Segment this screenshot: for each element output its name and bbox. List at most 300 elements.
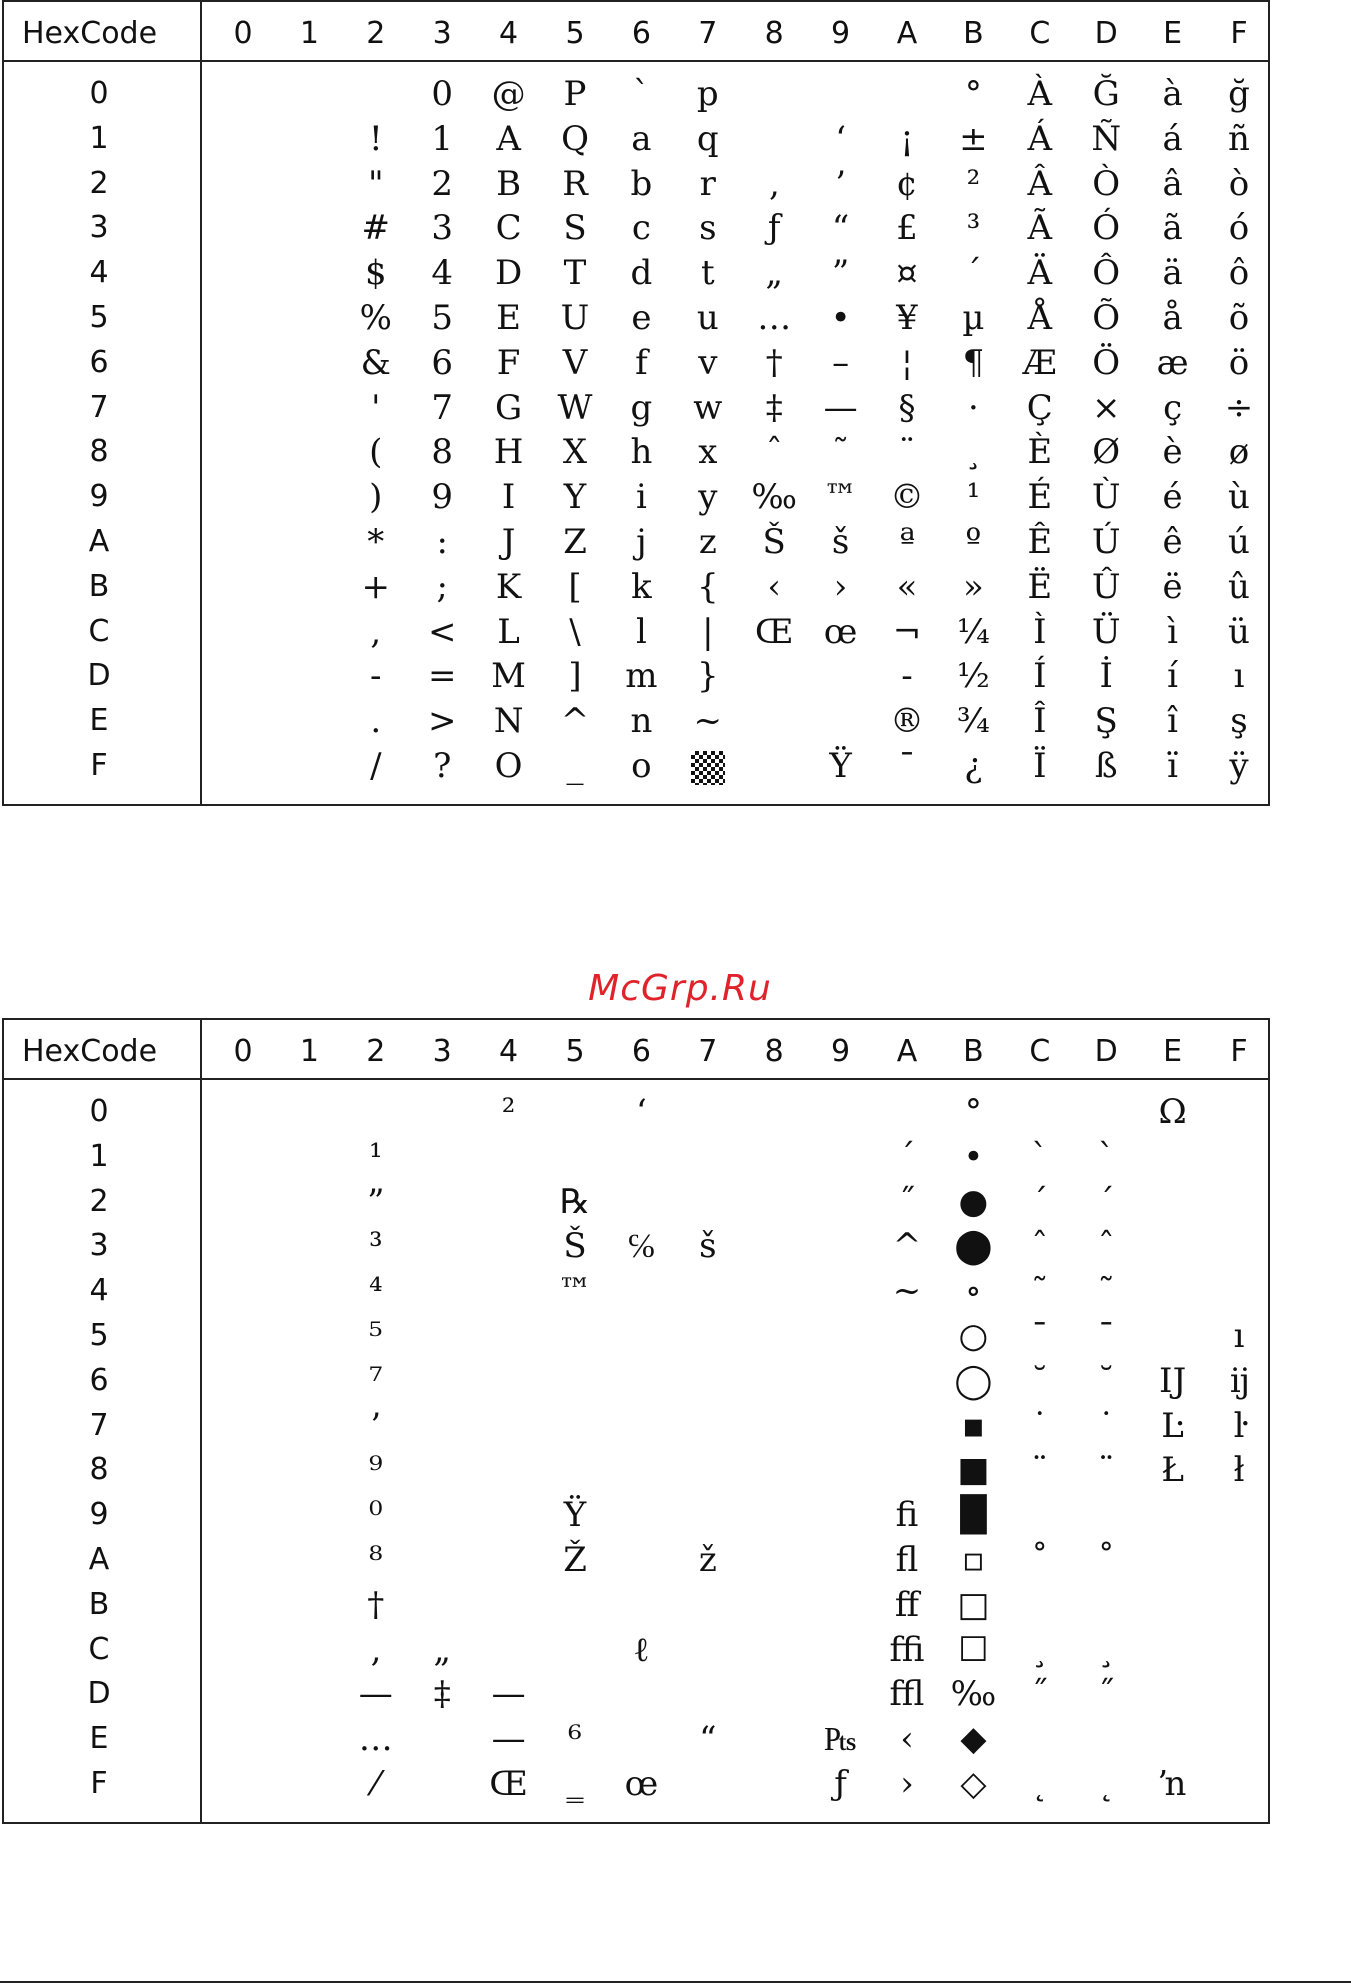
glyph-cell: ÷	[1224, 387, 1254, 428]
glyph-cell: V	[562, 342, 588, 383]
glyph-cell: ⁹	[368, 1450, 383, 1491]
glyph-cell: ¦	[901, 342, 913, 383]
row-header: A	[88, 524, 110, 559]
glyph-cell: ?	[433, 746, 452, 786]
glyph-cell: t	[700, 253, 715, 294]
column-header: 6	[631, 1034, 651, 1069]
column-divider	[200, 1020, 202, 1822]
glyph-cell: â	[1162, 163, 1183, 204]
glyph-cell: ¿	[964, 746, 983, 786]
glyph-cell: ²	[966, 163, 981, 204]
glyph-cell: ·	[967, 387, 979, 428]
glyph-cell: M	[491, 656, 526, 697]
glyph-cell: L	[497, 611, 520, 652]
glyph-cell: T	[563, 253, 587, 294]
glyph-cell: §	[898, 387, 916, 428]
glyph-cell: û	[1228, 566, 1250, 607]
glyph-cell: Â	[1027, 163, 1053, 204]
glyph-cell: —	[491, 1674, 526, 1715]
glyph-cell: æ	[1156, 342, 1189, 383]
checker-block-icon	[691, 751, 725, 785]
glyph-cell: ˜	[832, 432, 850, 473]
glyph-cell: ƒ	[767, 208, 781, 249]
glyph-cell: Ž	[563, 1540, 587, 1580]
glyph-cell: j	[636, 522, 647, 562]
glyph-cell: »	[962, 566, 984, 607]
glyph-cell: [	[568, 566, 582, 607]
column-header: B	[963, 16, 984, 51]
glyph-cell: =	[427, 656, 457, 697]
glyph-cell: }	[696, 656, 719, 697]
glyph-cell: ®	[890, 701, 924, 742]
glyph-cell: (	[369, 432, 383, 473]
glyph-cell: ☐	[958, 1629, 989, 1670]
glyph-cell: “	[831, 208, 850, 249]
glyph-cell: ◆	[960, 1719, 987, 1760]
glyph-cell: ]	[568, 656, 582, 697]
glyph-cell: ó	[1228, 208, 1250, 249]
glyph-cell: ş	[1230, 701, 1248, 742]
column-header: 7	[698, 1034, 718, 1069]
glyph-cell: õ	[1228, 298, 1250, 338]
glyph-cell: Š	[762, 522, 786, 562]
glyph-cell: Ã	[1027, 208, 1053, 249]
glyph-cell: ©	[890, 477, 924, 518]
glyph-cell: ²	[501, 1092, 516, 1132]
glyph-cell: ˆ	[765, 432, 783, 473]
glyph-cell: ▪	[961, 1405, 985, 1446]
glyph-cell: ‡	[433, 1674, 451, 1715]
glyph-cell: °	[964, 74, 982, 114]
glyph-cell: ₧	[824, 1719, 858, 1760]
column-header: 5	[565, 16, 585, 51]
glyph-cell: `	[1097, 1136, 1115, 1177]
glyph-cell: ù	[1228, 477, 1250, 518]
glyph-cell: Ò	[1092, 163, 1121, 204]
glyph-cell: š	[831, 522, 850, 562]
glyph-cell: …	[757, 298, 792, 338]
column-header: C	[1029, 16, 1051, 51]
glyph-cell: á	[1162, 118, 1183, 159]
row-header: 7	[89, 1407, 109, 1443]
glyph-cell: ‘	[835, 118, 846, 159]
glyph-cell: ⁶	[568, 1719, 582, 1760]
glyph-cell: ●	[958, 1181, 989, 1222]
column-header: 5	[565, 1034, 585, 1069]
row-header: E	[89, 703, 109, 739]
glyph-cell: È	[1027, 432, 1053, 473]
glyph-cell: ﬄ	[889, 1674, 925, 1715]
glyph-cell: ª	[898, 522, 916, 562]
glyph-cell: K	[495, 566, 522, 607]
row-header: D	[87, 1676, 111, 1712]
glyph-cell: ◯	[954, 1360, 993, 1401]
row-header: 6	[89, 1362, 109, 1398]
glyph-cell: ˙	[1031, 1405, 1049, 1446]
glyph-cell: Ñ	[1091, 118, 1122, 159]
row-header: 0	[89, 76, 109, 111]
glyph-cell: ï	[1167, 746, 1179, 786]
glyph-cell: 1	[431, 118, 453, 159]
glyph-cell: ¯	[1031, 1316, 1049, 1356]
column-header: E	[1163, 16, 1183, 51]
glyph-cell: ò	[1228, 163, 1250, 204]
glyph-cell: ı	[1233, 656, 1245, 697]
row-header: 0	[89, 1094, 109, 1129]
glyph-cell: ø	[1228, 432, 1250, 473]
glyph-cell: s	[699, 208, 717, 249]
row-header: B	[88, 568, 110, 604]
glyph-cell: ô	[1228, 253, 1250, 294]
glyph-cell: e	[631, 298, 652, 338]
glyph-cell: ú	[1228, 522, 1250, 562]
glyph-cell: £	[896, 208, 918, 249]
glyph-cell: ß	[1094, 746, 1118, 786]
glyph-cell: X	[562, 432, 588, 473]
glyph-cell: ¡	[900, 118, 914, 159]
glyph-cell: g	[630, 387, 653, 428]
glyph-cell: ~	[693, 701, 723, 742]
column-header: 9	[831, 16, 851, 51]
glyph-cell: ÿ	[1229, 746, 1249, 786]
glyph-cell: Ô	[1092, 253, 1121, 294]
glyph-cell: Y	[563, 477, 587, 518]
glyph-cell: #	[361, 208, 391, 249]
glyph-cell: Ú	[1091, 522, 1121, 562]
glyph-cell: ℓ	[633, 1629, 650, 1670]
glyph-cell: f	[635, 342, 648, 383]
column-header: 1	[299, 1034, 319, 1069]
glyph-cell: ˛	[1031, 1764, 1049, 1804]
glyph-cell: Ä	[1027, 253, 1053, 294]
glyph-cell: ■	[957, 1450, 990, 1491]
glyph-cell: >	[427, 701, 457, 742]
glyph-cell: ’	[370, 1405, 382, 1446]
glyph-cell: `	[632, 74, 650, 114]
glyph-cell: █	[960, 1495, 987, 1536]
glyph-cell: W	[557, 387, 593, 428]
column-header: 1	[299, 16, 319, 51]
column-header: 2	[366, 16, 386, 51]
glyph-cell: B	[496, 163, 522, 204]
glyph-cell: ü	[1228, 611, 1250, 652]
hexcode-header: HexCode	[22, 1034, 158, 1069]
glyph-cell: ﬀ	[894, 1584, 920, 1625]
glyph-cell: º	[965, 522, 982, 562]
glyph-cell: ¯	[898, 746, 916, 786]
glyph-cell: ê	[1162, 522, 1183, 562]
glyph-cell: Í	[1033, 656, 1047, 697]
glyph-cell: œ	[624, 1764, 659, 1804]
glyph-cell: Ó	[1092, 208, 1121, 249]
glyph-cell: ½	[956, 656, 990, 697]
glyph-cell: †	[367, 1584, 385, 1625]
glyph-cell: ,	[370, 611, 382, 652]
glyph-cell: Ğ	[1092, 74, 1120, 114]
glyph-cell: ⬤	[954, 1226, 993, 1267]
glyph-cell: _	[566, 746, 584, 786]
glyph-cell: d	[630, 253, 653, 294]
glyph-cell: ⁄	[372, 1764, 379, 1804]
column-header: F	[1230, 1034, 1248, 1069]
row-header: 5	[89, 1318, 109, 1353]
glyph-cell: Û	[1091, 566, 1121, 607]
glyph-cell: ‰	[950, 1674, 997, 1715]
row-header: 4	[89, 1273, 109, 1309]
glyph-cell: œ	[823, 611, 858, 652]
glyph-cell: ℞	[559, 1181, 591, 1222]
glyph-cell: ¤	[896, 253, 918, 294]
header-divider	[4, 60, 1268, 62]
glyph-cell: °	[964, 1092, 982, 1132]
glyph-cell: ˘	[1031, 1360, 1049, 1401]
glyph-cell: 4	[431, 253, 453, 294]
glyph-cell: '	[371, 387, 381, 428]
glyph-cell: ³	[368, 1226, 383, 1267]
glyph-cell: Ŀ	[1161, 1405, 1184, 1446]
glyph-cell: Ÿ	[829, 746, 852, 786]
glyph-cell: ´	[964, 253, 982, 294]
glyph-cell: Ö	[1092, 342, 1121, 383]
header-divider	[4, 1078, 1268, 1080]
glyph-cell: J	[501, 522, 516, 562]
glyph-cell: ˜	[1097, 1271, 1115, 1312]
glyph-cell: H	[493, 432, 524, 473]
glyph-cell: ö	[1228, 342, 1250, 383]
glyph-cell: x	[698, 432, 718, 473]
column-header: 8	[764, 16, 784, 51]
glyph-cell: „	[433, 1629, 451, 1670]
glyph-cell: ﬃ	[889, 1629, 925, 1670]
glyph-cell: «	[896, 566, 918, 607]
glyph-cell: ¼	[956, 611, 990, 652]
glyph-cell: ¹	[368, 1136, 383, 1177]
glyph-cell: ƒ	[834, 1764, 847, 1804]
character-table-2	[2, 1018, 1270, 1824]
glyph-cell: ´	[1031, 1181, 1049, 1222]
glyph-cell: q	[696, 118, 719, 159]
glyph-cell: Z	[563, 522, 587, 562]
glyph-cell: G	[495, 387, 523, 428]
glyph-cell: ’	[835, 163, 846, 204]
glyph-cell: .	[370, 701, 382, 742]
column-header: 3	[432, 16, 452, 51]
glyph-cell: ›	[833, 566, 848, 607]
glyph-cell: @	[491, 74, 526, 114]
column-header: A	[896, 16, 918, 51]
glyph-cell: ¹	[966, 477, 981, 518]
column-header: 4	[499, 1034, 519, 1069]
glyph-cell: ğ	[1228, 74, 1250, 114]
glyph-cell: š	[699, 1226, 717, 1267]
glyph-cell: 9	[431, 477, 453, 518]
character-table-1	[2, 0, 1270, 806]
glyph-cell: R	[562, 163, 588, 204]
glyph-cell: ›	[900, 1764, 914, 1804]
glyph-cell: ¯	[1097, 1316, 1115, 1356]
glyph-cell: ±	[959, 118, 988, 159]
glyph-cell: Q	[561, 118, 589, 159]
row-header: A	[88, 1542, 110, 1577]
glyph-cell: “	[699, 1719, 717, 1760]
glyph-cell: å	[1162, 298, 1183, 338]
glyph-cell: u	[696, 298, 719, 338]
glyph-cell: )	[369, 477, 383, 518]
glyph-cell: İ	[1099, 656, 1113, 697]
glyph-cell: ”	[367, 1181, 385, 1222]
glyph-cell: Î	[1033, 701, 1047, 742]
glyph-cell: ¶	[962, 342, 985, 383]
row-header: 5	[89, 300, 109, 335]
watermark: McGrp.Ru	[588, 968, 772, 1009]
glyph-cell: i	[635, 477, 647, 518]
column-header: A	[896, 1034, 918, 1069]
glyph-cell: 6	[431, 342, 453, 383]
glyph-cell: P	[563, 74, 587, 114]
row-header: 1	[89, 120, 109, 156]
column-header: E	[1163, 1034, 1183, 1069]
footer-rule	[0, 1981, 1351, 1983]
glyph-cell: ĳ	[1229, 1360, 1249, 1401]
glyph-cell: ▫	[961, 1540, 985, 1580]
glyph-cell: !	[368, 118, 383, 159]
row-header: 3	[89, 1228, 109, 1264]
glyph-cell: m	[625, 656, 658, 697]
glyph-cell: Ĳ	[1158, 1360, 1187, 1401]
row-header: 2	[89, 1183, 109, 1219]
glyph-cell: Ł	[1161, 1450, 1184, 1491]
glyph-cell: é	[1162, 477, 1183, 518]
glyph-cell: ‘	[635, 1092, 647, 1132]
glyph-cell: à	[1162, 74, 1183, 114]
glyph-cell: Ø	[1092, 432, 1121, 473]
glyph-cell: ‹	[767, 566, 781, 607]
hexcode-header: HexCode	[22, 16, 158, 51]
row-header: 2	[89, 165, 109, 201]
glyph-cell: h	[630, 432, 653, 473]
glyph-cell: Ù	[1091, 477, 1121, 518]
glyph-cell: Ş	[1094, 701, 1118, 742]
glyph-cell: ⁴	[368, 1271, 383, 1312]
glyph-cell: *	[367, 522, 385, 562]
glyph-cell: ;	[436, 566, 448, 607]
column-header: B	[963, 1034, 984, 1069]
glyph-cell: µ	[962, 298, 985, 338]
row-header: 1	[89, 1138, 109, 1174]
glyph-cell: í	[1167, 656, 1179, 697]
glyph-cell: …	[358, 1719, 393, 1760]
glyph-cell: ¾	[956, 701, 990, 742]
glyph-cell: 3	[431, 208, 453, 249]
glyph-cell: Ÿ	[563, 1495, 587, 1536]
glyph-cell: ○	[958, 1316, 989, 1356]
glyph-cell: ë	[1162, 566, 1183, 607]
glyph-cell: k	[631, 566, 652, 607]
glyph-cell: U	[560, 298, 590, 338]
glyph-cell: ^	[892, 1226, 922, 1267]
column-header: F	[1230, 16, 1248, 51]
glyph-cell: 0	[431, 74, 453, 114]
row-header: C	[88, 613, 110, 649]
column-header: C	[1029, 1034, 1051, 1069]
glyph-cell: ı	[1233, 1316, 1245, 1356]
glyph-cell: ‗	[566, 1764, 584, 1804]
glyph-cell: a	[631, 118, 652, 159]
glyph-cell: —	[358, 1674, 393, 1715]
glyph-cell: †	[765, 342, 783, 383]
row-header: 8	[89, 434, 109, 470]
glyph-cell: ‰	[751, 477, 797, 518]
glyph-cell: D	[494, 253, 523, 294]
glyph-cell: E	[496, 298, 521, 338]
glyph-cell	[675, 744, 741, 788]
glyph-cell: Ë	[1027, 566, 1053, 607]
glyph-cell: ‹	[900, 1719, 914, 1760]
glyph-cell: Ï	[1033, 746, 1047, 786]
glyph-cell: ^	[560, 701, 590, 742]
column-header: 0	[233, 1034, 253, 1069]
glyph-cell: I	[501, 477, 516, 518]
row-header: 8	[89, 1452, 109, 1488]
glyph-cell: ⁰	[368, 1495, 383, 1536]
glyph-cell: :	[436, 522, 448, 562]
glyph-cell: z	[698, 522, 717, 562]
glyph-cell: <	[427, 611, 457, 652]
glyph-cell: ⁸	[368, 1540, 383, 1580]
glyph-cell: ´	[1097, 1181, 1115, 1222]
glyph-cell: y	[698, 477, 718, 518]
glyph-cell: ℅	[627, 1226, 656, 1267]
column-header: 8	[764, 1034, 784, 1069]
glyph-cell: ì	[1167, 611, 1179, 652]
glyph-cell: ˜	[1031, 1271, 1049, 1312]
glyph-cell: ﬁ	[895, 1495, 919, 1536]
glyph-cell: ˊ	[898, 1136, 916, 1177]
glyph-cell: ˝	[1031, 1674, 1049, 1715]
glyph-cell: ‚	[370, 1629, 382, 1670]
row-header: 7	[89, 389, 109, 425]
row-header: F	[90, 1766, 108, 1801]
glyph-cell: ž	[698, 1540, 717, 1580]
glyph-cell: ç	[1163, 387, 1183, 428]
glyph-cell: `	[1031, 1136, 1049, 1177]
glyph-cell: •	[963, 1136, 984, 1177]
glyph-cell: ¸	[1097, 1629, 1115, 1670]
glyph-cell: C	[495, 208, 522, 249]
glyph-cell: {	[696, 566, 719, 607]
glyph-cell: Å	[1027, 298, 1053, 338]
glyph-cell: –	[832, 342, 850, 383]
glyph-cell: n	[630, 701, 653, 742]
column-header: D	[1094, 16, 1118, 51]
glyph-cell: ä	[1162, 253, 1183, 294]
glyph-cell: 8	[431, 432, 453, 473]
glyph-cell: ¨	[1097, 1450, 1115, 1491]
glyph-cell: Ê	[1027, 522, 1053, 562]
glyph-cell: ˚	[1097, 1540, 1115, 1580]
glyph-cell: ˝	[898, 1181, 916, 1222]
glyph-cell: ˘	[1097, 1360, 1115, 1401]
row-header: 9	[89, 1497, 109, 1533]
glyph-cell: "	[367, 163, 384, 204]
glyph-cell: „	[765, 253, 783, 294]
glyph-cell: ˆ	[1097, 1226, 1115, 1267]
glyph-cell: Š	[563, 1226, 587, 1267]
glyph-cell: —	[491, 1719, 526, 1760]
glyph-cell: î	[1167, 701, 1179, 742]
glyph-cell: Ω	[1158, 1092, 1187, 1132]
row-header: B	[88, 1586, 110, 1622]
